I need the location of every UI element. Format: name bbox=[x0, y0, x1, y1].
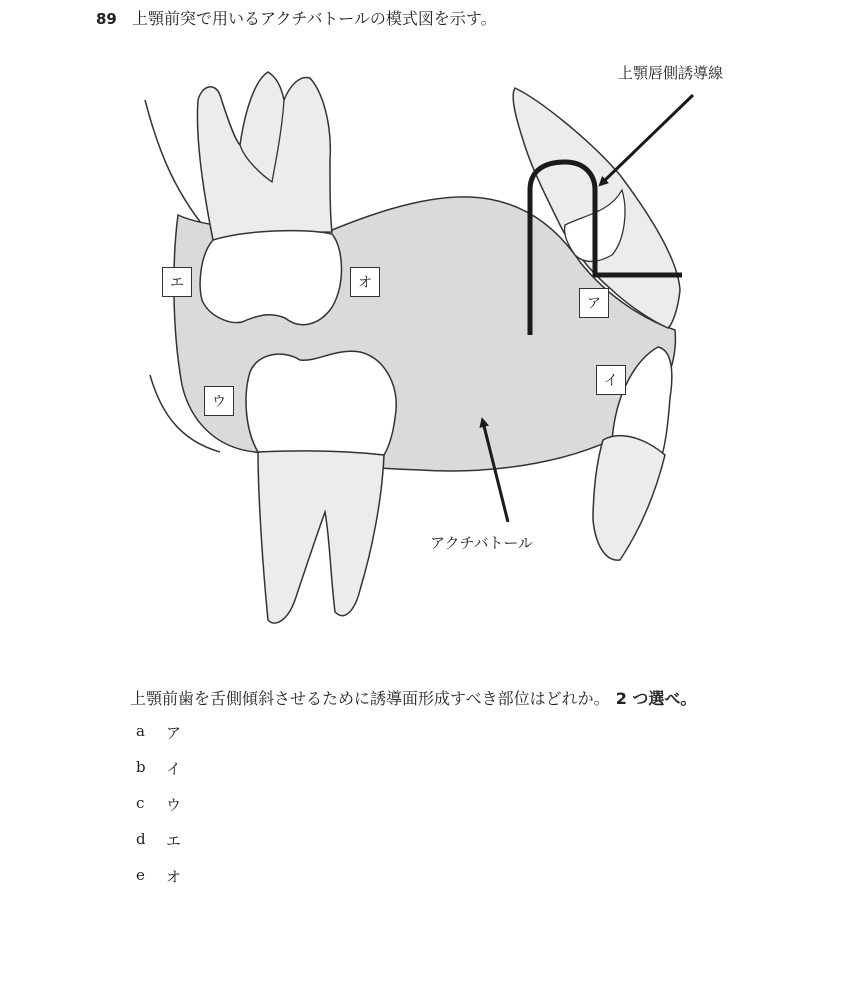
labial-wire-label: 上顎唇側誘導線 bbox=[618, 64, 724, 82]
upper-molar-crown bbox=[200, 231, 341, 325]
prompt-text: 上顎前歯を舌側傾斜させるために誘導面形成すべき部位はどれか。 bbox=[130, 689, 610, 708]
label-i: イ bbox=[596, 365, 626, 395]
answer-choices bbox=[136, 722, 181, 902]
lower-incisor-root bbox=[593, 436, 665, 561]
lower-molar-crown bbox=[246, 351, 396, 455]
lower-molar-root bbox=[258, 450, 384, 623]
choice-d[interactable] bbox=[136, 830, 181, 866]
prompt-instruction: 2 つ選べ。 bbox=[615, 689, 697, 708]
appliance-label: アクチバトール bbox=[430, 534, 534, 552]
choice-e[interactable] bbox=[136, 866, 181, 902]
choice-letter: a bbox=[136, 722, 145, 740]
question-prompt bbox=[130, 686, 696, 709]
choice-letter: b bbox=[136, 758, 146, 776]
choice-text: ア bbox=[166, 724, 182, 742]
upper-molar-root bbox=[197, 72, 332, 240]
label-u: ウ bbox=[204, 386, 234, 416]
choice-letter: d bbox=[136, 830, 146, 848]
choice-text: エ bbox=[166, 832, 182, 850]
question-caption: 上顎前突で用いるアクチバトールの模式図を示す。 bbox=[131, 9, 497, 28]
choice-text: ウ bbox=[166, 796, 182, 814]
label-a: ア bbox=[579, 288, 609, 318]
label-e: エ bbox=[162, 267, 192, 297]
choice-c[interactable] bbox=[136, 794, 181, 830]
choice-text: イ bbox=[166, 760, 182, 778]
choice-a[interactable] bbox=[136, 722, 181, 758]
labial-wire-arrow bbox=[602, 95, 693, 183]
choice-text: オ bbox=[166, 868, 182, 886]
choice-letter: e bbox=[136, 866, 145, 884]
choice-b[interactable] bbox=[136, 758, 181, 794]
label-o: オ bbox=[350, 267, 380, 297]
choice-letter: c bbox=[136, 794, 145, 812]
question-number: 89 bbox=[96, 10, 117, 28]
